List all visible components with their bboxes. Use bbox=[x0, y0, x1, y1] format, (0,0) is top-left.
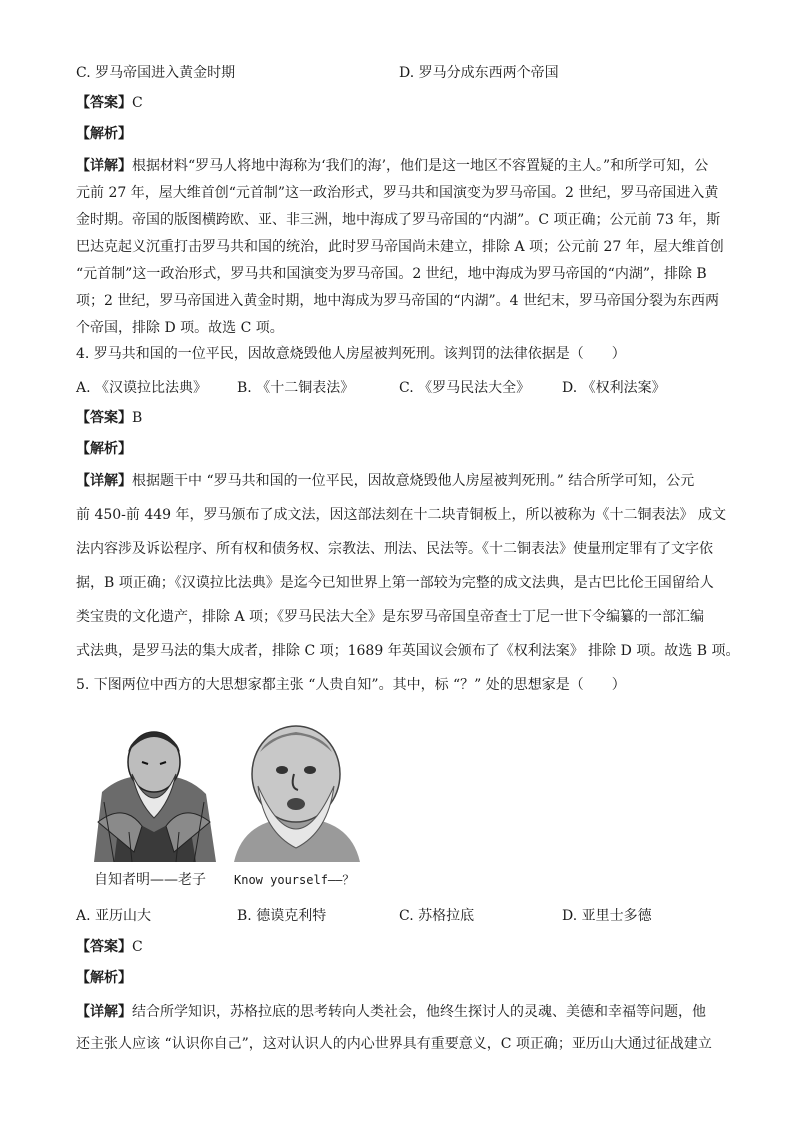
caption-laozi: 自知者明——老子 bbox=[94, 872, 206, 888]
q3-detail-line: 项；2 世纪，罗马帝国进入黄金时期，地中海成为罗马帝国的“内湖”。4 世纪末，罗马帝国分裂为东西两 bbox=[76, 293, 720, 309]
q4-detail-line: 类宝贵的文化遗产，排除 A 项；《罗马民法大全》是东罗马帝国皇帝查士丁尼一世下令编纂的一部汇编 bbox=[76, 609, 705, 625]
socrates-bust bbox=[229, 722, 364, 862]
q4-analysis-tag bbox=[76, 439, 132, 459]
q3-analysis-tag bbox=[76, 124, 132, 144]
detail-text: 根据题干中 “罗马共和国的一位平民，因故意烧毁他人房屋被判死刑。” 结合所学可知，公元 bbox=[132, 473, 695, 489]
detail-tag: 【详解】 bbox=[76, 158, 132, 174]
detail-text: 结合所学知识，苏格拉底的思考转向人类社会，他终生探讨人的灵魂、美德和幸福等问题，他 bbox=[132, 1004, 706, 1020]
q3-answer bbox=[76, 93, 143, 113]
analysis-tag: 【解析】 bbox=[76, 126, 132, 142]
q4-detail-line: 据，B 项正确；《汉谟拉比法典》是迄今已知世界上第一部较为完整的成文法典，是古巴比伦王国留给人 bbox=[76, 575, 714, 591]
q3-detail-line: 元前 27 年，屋大维首创“元首制”这一政治形式，罗马共和国演变为罗马帝国。2 世纪，罗马帝国进入黄 bbox=[76, 185, 719, 201]
q4-option-d: D. 《权利法案》 bbox=[562, 380, 666, 396]
q4-detail-line: 式法典，是罗马法的集大成者，排除 C 项；1689 年英国议会颁布了《权利法案》 排除 D 项。故选 B 项。 bbox=[76, 643, 740, 659]
thinkers-illustration bbox=[84, 722, 364, 862]
answer-tag: 【答案】 bbox=[76, 939, 132, 955]
analysis-tag: 【解析】 bbox=[76, 970, 132, 986]
q4-stem: 4. 罗马共和国的一位平民，因故意烧毁他人房屋被判死刑。该判罚的法律依据是（ ） bbox=[76, 346, 626, 362]
q5-answer bbox=[76, 937, 143, 957]
laozi-portrait bbox=[84, 722, 224, 862]
analysis-tag: 【解析】 bbox=[76, 441, 132, 457]
detail-tag: 【详解】 bbox=[76, 1004, 132, 1020]
q4-option-c: C. 《罗马民法大全》 bbox=[399, 380, 531, 396]
detail-tag: 【详解】 bbox=[76, 473, 132, 489]
answer-tag: 【答案】 bbox=[76, 95, 132, 111]
q5-detail-line bbox=[76, 1002, 716, 1022]
q5-detail-line: 还主张人应该 “认识你自己”，这对认识人的内心世界具有重要意义，C 项正确；亚历山大通过征战建立 bbox=[76, 1036, 712, 1052]
q3-detail-line: “元首制”这一政治形式，罗马共和国演变为罗马帝国。2 世纪，地中海成为罗马帝国的“内湖”，排除 B bbox=[76, 266, 707, 282]
answer-value: C bbox=[132, 939, 143, 955]
thinkers-figure bbox=[84, 722, 364, 862]
q4-detail-line: 法内容涉及诉讼程序、所有权和债务权、宗教法、刑法、民法等。《十二铜表法》使量刑定罪有了文字依 bbox=[76, 541, 713, 557]
detail-text: 根据材料“罗马人将地中海称为‘我们的海’，他们是这一地区不容置疑的主人。”和所学可知，公 bbox=[132, 158, 709, 174]
q4-option-a: A. 《汉谟拉比法典》 bbox=[76, 380, 208, 396]
q5-option-d: D. 亚里士多德 bbox=[562, 908, 652, 924]
q3-detail-line: 巴达克起义沉重打击罗马共和国的统治，此时罗马帝国尚未建立，排除 A 项；公元前 27 年，屋大维首创 bbox=[76, 239, 724, 255]
answer-tag: 【答案】 bbox=[76, 410, 132, 426]
q5-option-c: C. 苏格拉底 bbox=[399, 908, 475, 924]
q3-detail-line: 个帝国，排除 D 项。故选 C 项。 bbox=[76, 320, 284, 336]
q3-detail-line bbox=[76, 156, 716, 176]
answer-value: B bbox=[132, 410, 143, 426]
q3-option-c: C. 罗马帝国进入黄金时期 bbox=[76, 65, 236, 81]
q5-analysis-tag bbox=[76, 968, 132, 988]
q5-stem: 5. 下图两位中西方的大思想家都主张 “人贵自知”。其中，标 “？” 处的思想家是（ ） bbox=[76, 677, 626, 693]
caption-socrates: Know yourself——？ bbox=[234, 873, 355, 887]
q5-option-b: B. 德谟克利特 bbox=[237, 908, 327, 924]
q4-option-b: B. 《十二铜表法》 bbox=[237, 380, 355, 396]
q5-option-a: A. 亚历山大 bbox=[76, 908, 152, 924]
q4-detail-line bbox=[76, 471, 716, 491]
q3-option-d: D. 罗马分成东西两个帝国 bbox=[399, 65, 559, 81]
q3-detail-line: 金时期。帝国的版图横跨欧、亚、非三洲，地中海成了罗马帝国的“内湖”。C 项正确；公元前 73 年，斯 bbox=[76, 212, 721, 228]
q4-answer bbox=[76, 408, 142, 428]
answer-value: C bbox=[132, 95, 143, 111]
q4-detail-line: 前 450-前 449 年，罗马颁布了成文法，因这部法刻在十二块青铜板上，所以被称为《十二铜表法》 成文 bbox=[76, 507, 726, 523]
